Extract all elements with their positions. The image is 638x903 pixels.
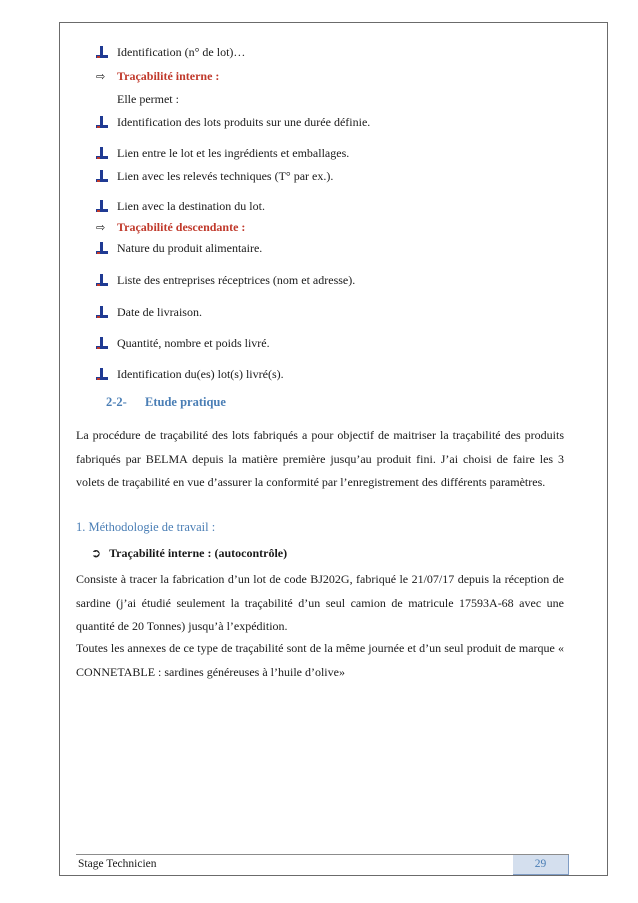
intro-text: Elle permet :: [117, 92, 179, 106]
list-item-text: Identification (n° de lot)…: [117, 45, 246, 59]
bullet-icon: [96, 242, 108, 255]
arrow-icon: ⇨: [96, 221, 106, 234]
control-heading: [91, 546, 287, 561]
footer-label: Stage Technicien: [78, 858, 157, 870]
page-number: 29: [534, 858, 547, 870]
bullet-icon: [96, 306, 108, 319]
bullet-icon: [96, 147, 108, 160]
section-number: 2-2-: [106, 395, 127, 409]
heading-text: Traçabilité descendante :: [117, 220, 246, 234]
arrow-icon: ➲: [91, 546, 102, 560]
heading-text: Traçabilité interne :: [117, 69, 220, 83]
list-item-text: Lien entre le lot et les ingrédients et emballages.: [117, 146, 350, 160]
paragraph-intro: La procédure de traçabilité des lots fabriqués a pour objectif de maitriser la traçabilité des produits fabriqués par BELMA depuis la matière première jusqu’au produit fini. J’ai choisi de faire les 3 volets de traçabilité en vue d’assurer la conformité par l’enregistrement des différents paramètres.: [76, 428, 564, 489]
bullet-icon: [96, 170, 108, 183]
bullet-icon: [96, 274, 108, 287]
footer-divider: [76, 854, 569, 855]
bullet-icon: [96, 200, 108, 213]
paragraph-control: Consiste à tracer la fabrication d’un lot de code BJ202G, fabriqué le 21/07/17 depuis la réception de sardine (j’ai étudié seulement la traçabilité d’un seul camion de matricule 17593A-68 avec une quantité de 20 Tonnes) jusqu’à l’expédition.: [76, 572, 564, 633]
list-item-text: Date de livraison.: [117, 305, 202, 319]
list-item-text: Liste des entreprises réceptrices (nom et adresse).: [117, 273, 356, 287]
list-item-text: Lien avec les relevés techniques (T° par ex.).: [117, 169, 334, 183]
section-heading: [106, 395, 226, 410]
list-item-text: Lien avec la destination du lot.: [117, 199, 265, 213]
list-item-text: Identification des lots produits sur une durée définie.: [117, 115, 371, 129]
bullet-icon: [96, 116, 108, 129]
list-item-text: Identification du(es) lot(s) livré(s).: [117, 367, 284, 381]
bullet-icon: [96, 337, 108, 350]
methodology-title: 1. Méthodologie de travail :: [76, 520, 216, 534]
bullet-icon: [96, 368, 108, 381]
bullet-icon: [96, 46, 108, 59]
page-number-box: [513, 855, 569, 875]
control-heading-text: Traçabilité interne : (autocontrôle): [109, 546, 288, 560]
section-title: Etude pratique: [145, 395, 226, 409]
paragraph-annexes: Toutes les annexes de ce type de traçabilité sont de la même journée et d’un seul produit de marque « CONNETABLE : sardines généreuses à l’huile d’olive»: [76, 641, 564, 679]
list-item-text: Quantité, nombre et poids livré.: [117, 336, 270, 350]
list-item-text: Nature du produit alimentaire.: [117, 241, 263, 255]
arrow-icon: ⇨: [96, 70, 106, 83]
